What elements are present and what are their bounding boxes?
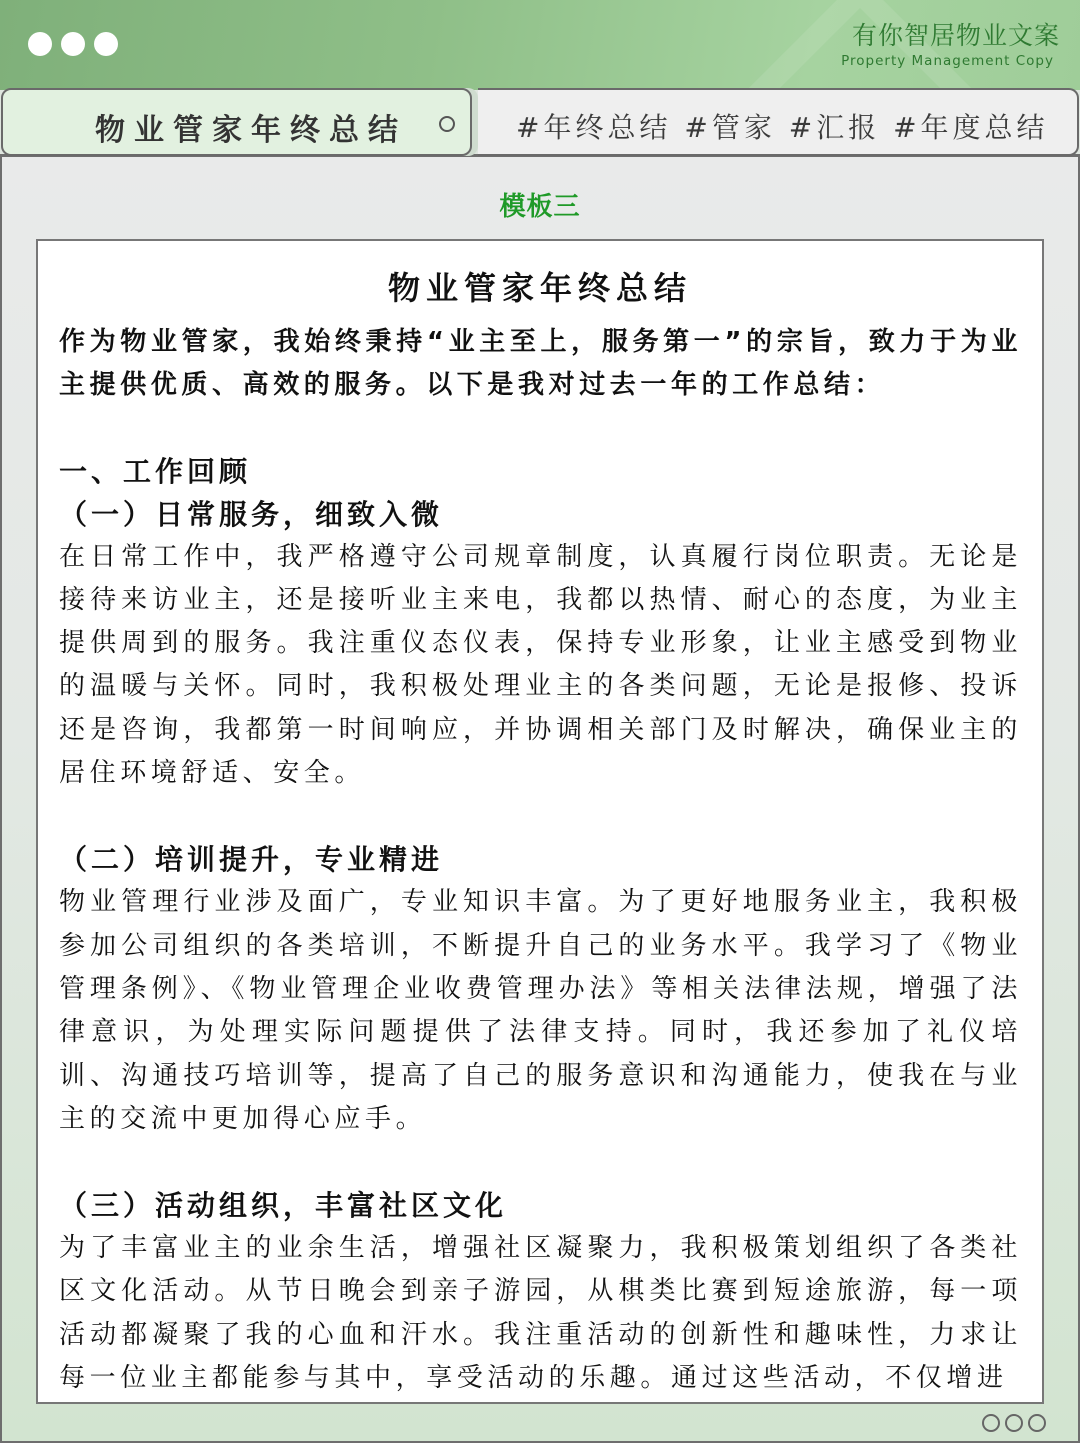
subsection-paragraph: 物业管理行业涉及面广，专业知识丰富。为了更好地服务业主，我积极参加公司组织的各类培训，不断提升自己的业务水平。我学习了《物业管理条例》、《物业管理企业收费管理办法》等相关法律法规，增强了法律意识，为处理实际问题提供了法律支持。同时，我还参加了礼仪培训、沟通技巧培训等，提高了自己的服务意识和沟通能力，使我在与业主的交流中更加得心应手。 xyxy=(59,887,1022,1134)
circle-icon xyxy=(439,116,455,132)
dot-icon xyxy=(61,32,85,56)
brand-tagline: Property Management Copy xyxy=(841,53,1054,69)
window-dots xyxy=(28,32,118,56)
tab-tags[interactable] xyxy=(478,88,1079,156)
document-card xyxy=(36,239,1044,1404)
hashtags: #年终总结 #管家 #汇报 #年度总结 xyxy=(516,111,1049,144)
brand xyxy=(841,20,1060,70)
subsection-heading: （二）培训提升，专业精进 xyxy=(59,843,444,877)
subsection-heading: （三）活动组织，丰富社区文化 xyxy=(59,1189,508,1223)
subsection-heading: （一）日常服务，细致入微 xyxy=(59,497,444,531)
page-dot-icon[interactable] xyxy=(982,1414,1000,1432)
dot-icon xyxy=(28,32,52,56)
document-body xyxy=(38,321,1042,1400)
page-dot-icon[interactable] xyxy=(1028,1414,1046,1432)
dot-icon xyxy=(94,32,118,56)
subsection-paragraph: 在日常工作中，我严格遵守公司规章制度，认真履行岗位职责。无论是接待来访业主，还是接听业主来电，我都以热情、耐心的态度，为业主提供周到的服务。我注重仪态仪表，保持专业形象，让业主感受到物业的温暖与关怀。同时，我积极处理业主的各类问题，无论是报修、投诉还是咨询，我都第一时间响应，并协调相关部门及时解决，确保业主的居住环境舒适、安全。 xyxy=(59,541,1022,789)
tab-title[interactable] xyxy=(1,88,472,156)
tab-title-label: 物业管家年终总结 xyxy=(95,113,407,148)
document-title: 物业管家年终总结 xyxy=(387,269,692,307)
section-heading: 一、工作回顾 xyxy=(59,454,252,488)
pager xyxy=(982,1414,1046,1432)
intro-paragraph: 作为物业管家，我始终秉持“业主至上，服务第一”的宗旨，致力于为业主提供优质、高效的服务。以下是我对过去一年的工作总结： xyxy=(59,327,1022,401)
template-label: 模板三 xyxy=(499,192,581,222)
header-bar xyxy=(0,0,1080,90)
brand-name: 有你智居物业文案 xyxy=(851,21,1060,50)
subsection-paragraph: 为了丰富业主的业余生活，增强社区凝聚力，我积极策划组织了各类社区文化活动。从节日晚会到亲子游园，从棋类比赛到短途旅游，每一项活动都凝聚了我的心血和汗水。我注重活动的创新性和趣味性，力求让每一位业主都能参与其中，享受活动的乐趣。通过这些活动，不仅增进 xyxy=(59,1233,1022,1394)
page-dot-icon[interactable] xyxy=(1005,1414,1023,1432)
